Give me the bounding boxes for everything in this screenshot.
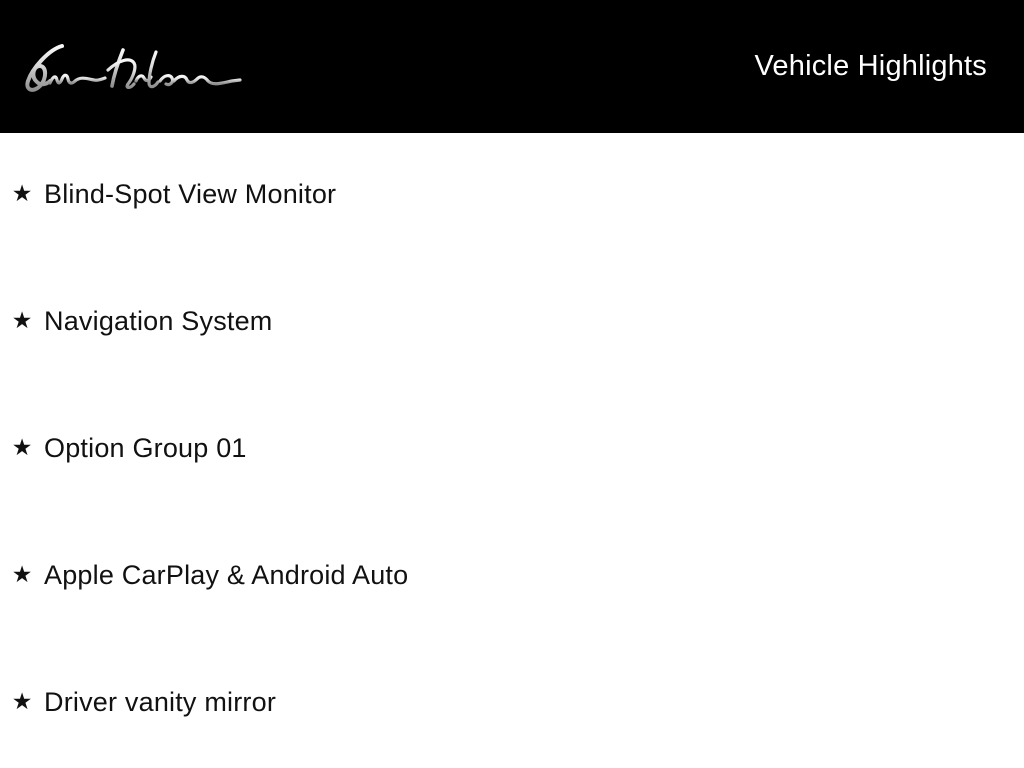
highlight-label: Driver vanity mirror <box>44 686 277 717</box>
highlight-label: Navigation System <box>44 305 273 336</box>
header-bar <box>0 0 1024 133</box>
star-icon: ★ <box>11 562 33 588</box>
highlight-label: Apple CarPlay & Android Auto <box>44 559 409 590</box>
star-icon: ★ <box>11 308 33 334</box>
signature-logo-icon <box>22 43 242 95</box>
highlight-list-item <box>11 432 1024 464</box>
highlight-list-item <box>11 178 1024 210</box>
highlight-label: Blind-Spot View Monitor <box>44 178 337 209</box>
page-title: Vehicle Highlights <box>754 50 987 82</box>
jim-hudson-logo <box>22 43 242 100</box>
star-icon: ★ <box>11 181 33 207</box>
highlight-list-item <box>11 559 1024 591</box>
star-icon: ★ <box>11 435 33 461</box>
highlight-label: Option Group 01 <box>44 432 247 463</box>
highlight-list-item <box>11 686 1024 718</box>
highlight-list-item <box>11 305 1024 337</box>
star-icon: ★ <box>11 689 33 715</box>
highlights-list <box>0 133 1024 768</box>
